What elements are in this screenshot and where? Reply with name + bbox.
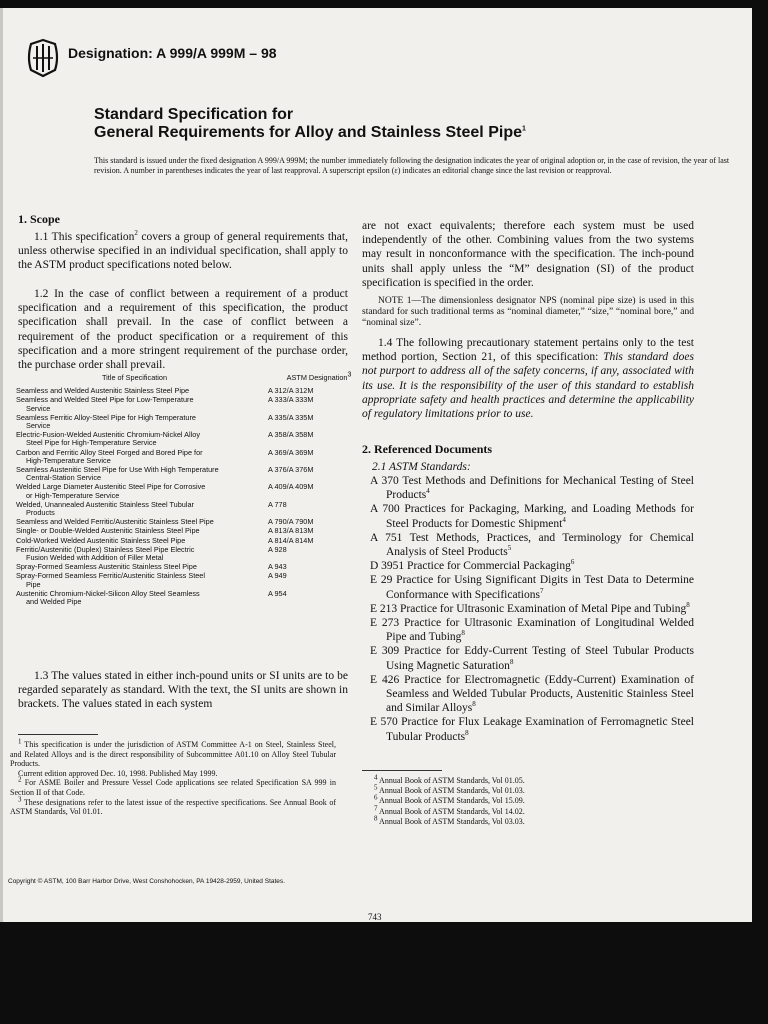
reference-item (370, 644, 694, 672)
paragraph-1-3-continued: are not exact equivalents; therefore each system must be used independently of the other. Combining values from the two systems may result in nonconformance with the specification. The inch-pound units shall apply unless the “M” designation (SI) of the product specification is specified in the order. (362, 220, 694, 289)
footnote-number: 7 (374, 803, 378, 812)
spec-title-cell (16, 590, 264, 606)
copyright-line: Copyright © ASTM, 100 Barr Harbor Drive, West Conshohocken, PA 19428-2959, United States. (8, 878, 285, 885)
footnote (366, 814, 686, 827)
spec-code-cell: A 928 (268, 544, 287, 554)
spec-code-cell: A 949 (268, 571, 287, 581)
reference-footnote-ref: 8 (509, 657, 514, 666)
spec-title-text: Ferritic/Austenitic (Duplex) Stainless Steel Pipe Electric (16, 544, 195, 554)
footnote (366, 773, 686, 786)
designation-col-sup: 3 (347, 371, 352, 379)
footnote-text: For ASME Boiler and Pressure Vessel Code applications see related Specification SA 999 in Section II of that Code. (10, 778, 336, 797)
issuance-notice: This standard is issued under the fixed designation A 999/A 999M; the number immediately following the designation indicates the year of original adoption or, in the case of revision, the year of last revision. A number in parentheses indicates the year of last reapproval. A superscript epsilon (ε) indicates an editorial change since the last revision or reapproval. (94, 156, 730, 175)
spec-code-cell: A 814/A 814M (268, 535, 314, 545)
spec-table-row (16, 546, 352, 562)
reference-footnote-ref: 4 (426, 487, 430, 496)
reference-text: E 213 Practice for Ultrasonic Examination of Metal Pipe and Tubing (370, 602, 687, 615)
footnote-text: This specification is under the jurisdiction of ASTM Committee A-1 on Steel, Stainless Steel, and Related Alloys and is the direct responsibility of Subcommittee A01.10 on Alloy Steel Tubular Products. (10, 740, 336, 769)
spec-title-text: Austenitic Chromium-Nickel-Silicon Alloy Steel Seamless (16, 588, 200, 598)
paragraph-1-3: 1.3 The values stated in either inch-pound units or SI units are to be regarded separately as standard. With the text, the SI units are shown in brackets. The values stated in each system (18, 670, 348, 711)
spec-code-cell: A 335/A 335M (268, 412, 314, 422)
spec-title-cell (16, 501, 264, 517)
astm-logo-icon (24, 38, 62, 78)
reference-item (370, 616, 694, 644)
footnote-text: These designations refer to the latest issue of the respective specifications. See Annual Book of ASTM Standards, Vol 01.01. (10, 797, 336, 817)
reference-item (370, 573, 694, 601)
paragraph-1-1 (18, 230, 348, 273)
scan-bottom-border (0, 922, 768, 1024)
scan-right-border (752, 0, 768, 1024)
spec-title-continued: High-Temperature Service (26, 455, 111, 465)
scan-top-border (0, 0, 768, 8)
spec-code-cell: A 954 (268, 588, 287, 598)
spec-code-cell: A 790/A 790M (268, 517, 314, 527)
footnote-rule-right (362, 770, 442, 771)
footnote (10, 794, 336, 817)
spec-title-text: Single- or Double-Welded Austenitic Stainless Steel Pipe (16, 526, 200, 536)
spec-table-row (16, 466, 352, 482)
spec-title-text: Seamless and Welded Ferritic/Austenitic Stainless Steel Pipe (16, 517, 214, 527)
spec-table-col-designation (286, 371, 352, 382)
title-line-1: Standard Specification for (94, 106, 294, 123)
footnote-text: Annual Book of ASTM Standards, Vol 15.09. (377, 796, 525, 806)
page-number: 743 (368, 912, 382, 922)
footnote (366, 803, 686, 817)
spec-title-continued: Service (26, 403, 51, 413)
footnotes-left (10, 737, 336, 817)
reference-text: A 700 Practices for Packaging, Marking, and Loading Methods for Steel Products for Domestic Shipment (370, 503, 694, 530)
spec-table-body (16, 387, 352, 606)
footnote-number: 1 (18, 737, 22, 746)
spec-title-cell (16, 563, 264, 571)
reference-item (370, 602, 694, 616)
spec-title-text: Spray-Formed Seamless Ferritic/Austenitic Stainless Steel (16, 571, 205, 581)
paragraph-1-4 (362, 336, 694, 421)
p11-a: 1.1 This specification (34, 231, 135, 243)
footnote-rule-left (18, 734, 98, 735)
reference-item (370, 715, 694, 743)
spec-title-cell (16, 466, 264, 482)
p11-sup: 2 (134, 229, 138, 238)
spec-title-cell (16, 527, 264, 535)
reference-item (370, 474, 694, 502)
footnote (366, 783, 686, 796)
referenced-documents-heading: 2. Referenced Documents (362, 442, 493, 456)
reference-text: D 3951 Practice for Commercial Packaging (370, 560, 571, 573)
spec-table-row (16, 590, 352, 606)
spec-title-cell (16, 537, 264, 545)
spec-code-cell: A 369/A 369M (268, 447, 314, 457)
footnote (10, 769, 336, 779)
spec-code-cell: A 358/A 358M (268, 430, 314, 440)
spec-table-row (16, 387, 352, 395)
reference-text: E 273 Practice for Ultrasonic Examination of Longitudinal Welded Pipe and Tubing (370, 617, 694, 644)
spec-title-text: Carbon and Ferritic Alloy Steel Forged and Bored Pipe for (16, 447, 203, 457)
spec-table-col-title: Title of Specification (102, 373, 168, 382)
footnote (366, 793, 686, 806)
footnote-number: 8 (374, 814, 378, 823)
reference-text: E 309 Practice for Eddy-Current Testing of Steel Tubular Products Using Magnetic Saturation (370, 645, 694, 672)
footnote-text: Current edition approved Dec. 10, 1998. Published May 1999. (18, 768, 218, 778)
spec-table-row (16, 414, 352, 430)
spec-title-continued: Products (26, 508, 55, 518)
footnotes-right (366, 773, 686, 827)
spec-title-text: Seamless and Welded Steel Pipe for Low-Temperature (16, 395, 194, 405)
spec-title-text: Spray-Formed Seamless Austenitic Stainless Steel Pipe (16, 562, 197, 572)
footnote-number: 3 (18, 794, 22, 803)
spec-code-cell: A 312/A 312M (268, 386, 314, 396)
reference-item (370, 673, 694, 716)
spec-table-header (16, 371, 352, 382)
title-line-2 (94, 124, 526, 142)
spec-table (16, 371, 352, 607)
spec-title-text: Cold-Worked Welded Austenitic Stainless Steel Pipe (16, 535, 186, 545)
reference-list (370, 474, 694, 744)
spec-code-cell: A 813/A 813M (268, 526, 314, 536)
spec-title-text: Seamless Austenitic Steel Pipe for Use With High Temperature (16, 465, 219, 475)
spec-table-row (16, 431, 352, 447)
spec-table-row (16, 501, 352, 517)
spec-title-cell (16, 483, 264, 499)
footnote-number: 4 (374, 773, 378, 782)
spec-table-row (16, 449, 352, 465)
reference-footnote-ref: 5 (507, 544, 512, 553)
designation: Designation: A 999/A 999M – 98 (68, 45, 277, 61)
footnote-text: Annual Book of ASTM Standards, Vol 01.05. (377, 776, 525, 785)
spec-title-cell (16, 572, 264, 588)
reference-footnote-ref: 8 (472, 700, 476, 709)
spec-code-cell: A 333/A 333M (268, 395, 314, 405)
footnote-text: Annual Book of ASTM Standards, Vol 03.03. (377, 816, 525, 826)
spec-table-row (16, 537, 352, 545)
p14-b: This standard does not purport to address all of the safety concerns, if any, associated with its use. It is the responsibility of the user of this standard to establish appropriate safety and health practices and determine the applicability of regulatory limitations prior to use. (362, 351, 694, 421)
spec-table-row (16, 572, 352, 588)
paragraph-1-2: 1.2 In the case of conflict between a requirement of a product specification and a requirement of this specification, the product specification shall prevail. In the case of conflict between a requirement of the product specification or a requirement of this specification and a more stringent requirement of the purchase order, the purchase order shall prevail. (18, 288, 348, 372)
footnote-text: Annual Book of ASTM Standards, Vol 01.03. (377, 786, 525, 796)
reference-text: E 426 Practice for Electromagnetic (Eddy-Current) Examination of Seamless and Welded Tubular Products, Austenitic Stainless Steel and Similar Alloys (370, 673, 694, 715)
reference-text: E 29 Practice for Using Significant Digits in Test Data to Determine Conformance with Specifications (370, 574, 694, 601)
spec-title-text: Seamless Ferritic Alloy-Steel Pipe for High Temperature (16, 412, 196, 422)
reference-item (370, 531, 694, 559)
spec-title-continued: or High-Temperature Service (26, 490, 120, 500)
title-text: General Requirements for Alloy and Stainless Steel Pipe (94, 124, 522, 141)
spec-title-text: Seamless and Welded Austenitic Stainless Steel Pipe (16, 386, 190, 396)
reference-footnote-ref: 8 (686, 601, 690, 609)
spec-title-continued: Central-Station Service (26, 473, 102, 483)
spec-title-cell (16, 449, 264, 465)
scope-heading: 1. Scope (18, 212, 60, 226)
reference-item (370, 559, 694, 573)
spec-title-cell (16, 387, 264, 395)
spec-title-continued: Fusion Welded with Addition of Filler Metal (26, 553, 164, 563)
footnote-number: 5 (374, 783, 378, 792)
spec-title-continued: Steel Pipe for High-Temperature Service (26, 438, 157, 448)
p14-a: 1.4 The following precautionary statement pertains only to the test method portion, Section 21, of this specification: (362, 337, 694, 364)
footnote-text: Annual Book of ASTM Standards, Vol 14.02. (377, 806, 525, 816)
reference-footnote-ref: 6 (570, 558, 575, 567)
reference-footnote-ref: 4 (562, 515, 566, 524)
title-footnote-ref: 1 (521, 125, 526, 133)
reference-footnote-ref: 8 (461, 629, 465, 638)
spec-table-row (16, 563, 352, 571)
spec-title-cell (16, 431, 264, 447)
spec-title-continued: Pipe (26, 579, 41, 589)
spec-title-continued: and Welded Pipe (26, 597, 82, 607)
spec-code-cell: A 943 (268, 562, 287, 572)
spec-table-row (16, 518, 352, 526)
spec-title-text: Welded Large Diameter Austenitic Steel Pipe for Corrosive (16, 482, 206, 492)
spec-title-cell (16, 518, 264, 526)
reference-text: E 570 Practice for Flux Leakage Examination of Ferromagnetic Steel Tubular Products (370, 716, 694, 743)
spec-code-cell: A 778 (268, 499, 287, 509)
spec-title-cell (16, 414, 264, 430)
reference-text: A 751 Test Methods, Practices, and Terminology for Chemical Analysis of Steel Products (370, 531, 694, 559)
footnote (10, 737, 336, 769)
spec-title-text: Electric-Fusion-Welded Austenitic Chromium-Nickel Alloy (16, 430, 200, 440)
spec-title-continued: Service (26, 421, 51, 431)
spec-table-row (16, 527, 352, 535)
reference-text: A 370 Test Methods and Definitions for Mechanical Testing of Steel Products (370, 475, 694, 502)
reference-item (370, 502, 694, 530)
spec-table-row (16, 483, 352, 499)
reference-footnote-ref: 7 (539, 586, 544, 595)
footnote-number: 6 (374, 793, 378, 802)
spec-table-row (16, 396, 352, 412)
astm-standards-subheading: 2.1 ASTM Standards: (372, 461, 471, 473)
designation-col-label: ASTM Designation (286, 373, 348, 382)
spec-title-text: Welded, Unannealed Austenitic Stainless Steel Tubular (16, 499, 194, 509)
spec-title-cell (16, 396, 264, 412)
spec-code-cell: A 376/A 376M (268, 465, 314, 475)
spec-code-cell: A 409/A 409M (268, 482, 314, 492)
footnote (10, 775, 336, 797)
note-1: NOTE 1—The dimensionless designator NPS (nominal pipe size) is used in this standard for such traditional terms as “nominal diameter,” “size,” “nominal bore,” and “nominal size”. (362, 296, 694, 328)
footnote-number: 2 (18, 775, 22, 784)
p11-b: covers a group of general requirements that, unless otherwise specified in an individual specification, shall apply to the ASTM product specifications noted below. (18, 231, 348, 272)
spec-title-cell (16, 546, 264, 562)
page-left-edge (0, 0, 3, 1024)
reference-footnote-ref: 8 (465, 728, 469, 737)
